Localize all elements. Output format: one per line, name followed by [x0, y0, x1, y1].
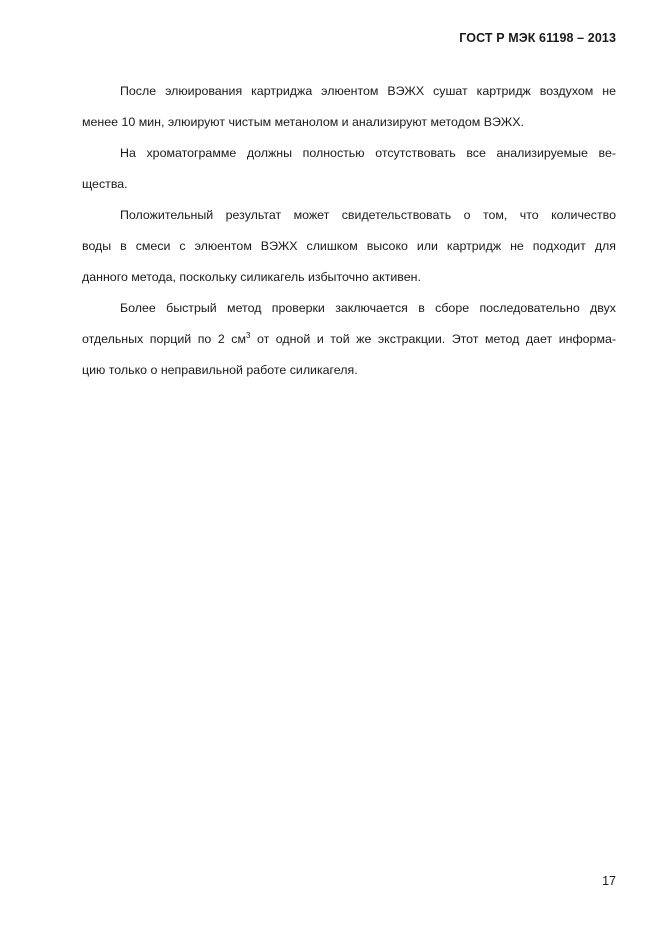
text-line: Положительный результат может свидетельствовать о том, что количество [120, 208, 616, 222]
text-line: Более быстрый метод проверки заключается в сборе последовательно двух [120, 301, 616, 315]
paragraph-quick-check [82, 293, 616, 386]
text-fragment: от одной и той же экстракции. Этот метод дает информа- [250, 332, 616, 346]
text-line-with-unit [82, 324, 616, 355]
body-text [82, 76, 616, 386]
page-number: 17 [602, 874, 616, 888]
text-line: воды в смеси с элюентом ВЭЖХ слишком высоко или картридж не подходит для [82, 239, 616, 253]
paragraph-cartridge-drying [82, 76, 616, 138]
unit-superscript: 3 [245, 331, 251, 340]
text-line: цию только о неправильной работе силикагеля. [82, 363, 358, 377]
text-line: менее 10 мин, элюируют чистым метанолом и анализируют методом ВЭЖХ. [82, 115, 524, 129]
text-line: щества. [82, 177, 128, 191]
text-line: данного метода, поскольку силикагель избыточно активен. [82, 270, 421, 284]
standard-designation-header: ГОСТ Р МЭК 61198 – 2013 [459, 31, 616, 45]
text-line: На хроматограмме должны полностью отсутствовать все анализируемые ве- [120, 146, 616, 160]
text-line: После элюирования картриджа элюентом ВЭЖХ сушат картридж воздухом не [120, 84, 616, 98]
paragraph-chromatogram [82, 138, 616, 200]
paragraph-positive-result [82, 200, 616, 293]
text-fragment: отдельных порций по 2 см [82, 332, 246, 346]
